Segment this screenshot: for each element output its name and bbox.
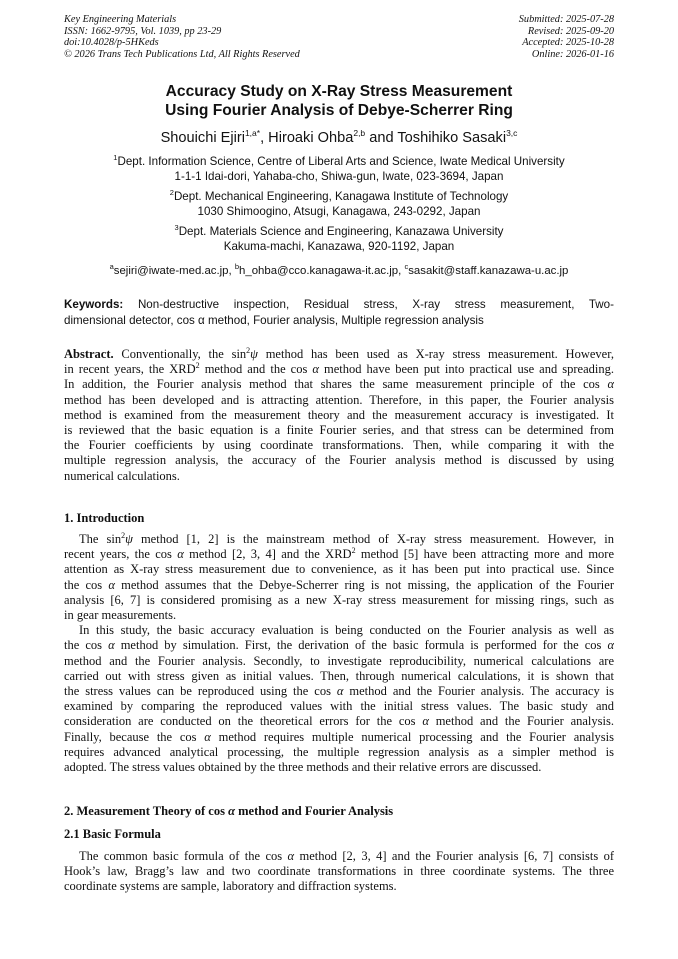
paragraph-line: carried out with stress given as initial values. Then, through numerical calculations, it is shown that — [64, 668, 614, 683]
journal-copyright: © 2026 Trans Tech Publications Ltd, All Rights Reserved — [64, 48, 300, 60]
keywords-line-1: Non-destructive inspection, Residual stress, X-ray stress measurement, Two- — [137, 298, 614, 311]
abstract-line: In addition, the Fourier analysis method that shares the same measurement principle of the cos α — [64, 377, 614, 392]
introduction-body — [64, 532, 614, 775]
affiliation-3 — [30, 220, 648, 255]
paragraph-line: attention as X-ray stress measurement due to convenience, as it has been put into practical use. Since — [64, 562, 614, 577]
abstract-line: numerical calculations. — [64, 468, 180, 483]
title-line-1: Accuracy Study on X-Ray Stress Measurement — [165, 83, 513, 100]
paragraph-line: method and the Fourier analysis. Secondly, to investigate reproducibility, numerical calculations are — [64, 653, 614, 668]
author-list — [30, 124, 648, 147]
paragraph-line: requires advanced analytical processing, the multiple regression analysis as a simpler method is — [64, 744, 614, 759]
email-sup: c — [404, 262, 409, 271]
email-sup: a — [109, 262, 114, 271]
affiliation-address: Kakuma-machi, Kanazawa, 920-1192, Japan — [223, 240, 455, 254]
paragraph-line: analysis [6, 7] is considered promising as a new X-ray stress measurement for missing rings, such as — [64, 592, 614, 607]
author-sup: 1,a* — [244, 128, 261, 138]
affiliation-1 — [30, 150, 648, 185]
abstract-line: is reviewed that the basic equation is a finite Fourier series, and that stress can be determined from — [64, 423, 614, 438]
author-name: Toshihiko Sasaki — [397, 129, 507, 146]
keywords-line-2: dimensional detector, cos α method, Fourier analysis, Multiple regression analysis — [64, 313, 484, 327]
date-online: Online: 2026-01-16 — [531, 48, 614, 60]
keywords-label: Keywords: — [64, 298, 124, 311]
paragraph-line: The common basic formula of the cos α method [2, 3, 4] and the Fourier analysis [6, 7] consists of — [79, 849, 614, 863]
author-name: Hiroaki Ohba — [268, 129, 354, 146]
publication-dates — [519, 14, 614, 60]
paragraph-line: Finally, because the cos α method requires multiple numerical processing and the Fourier analysis — [64, 729, 614, 744]
author-separator: , — [260, 129, 269, 146]
abstract-line: multiple regression analysis, the accuracy of the Fourier analysis method is discussed by using — [64, 453, 614, 468]
paragraph-line: In this study, the basic accuracy evaluation is being conducted on the Fourier analysis as well as — [79, 623, 614, 638]
affiliation-line: Dept. Materials Science and Engineering, Kanazawa University — [178, 224, 504, 238]
paragraph-line: consideration are conducted on the theoretical errors for the cos α method and the Fourier analysis. — [64, 714, 614, 729]
abstract-line: in recent years, the XRD$^2$ method and the cos α method have been put into practical use and spreading. — [64, 362, 614, 377]
affiliation-address: 1030 Shimoogino, Atsugi, Kanagawa, 243-0292, Japan — [197, 205, 481, 219]
journal-info — [64, 14, 300, 60]
paragraph-line: Hook’s law, Bragg’s law and two coordinate transformations in three coordinate systems. The three — [64, 864, 614, 879]
paragraph-line: coordinate systems are sample, laboratory and diffraction systems. — [64, 879, 397, 894]
affiliation-num: 3 — [174, 223, 179, 232]
journal-doi[interactable]: doi:10.4028/p-5HKeds — [64, 37, 159, 49]
paragraph-line: The $\sin^2\psi$ method [1, 2] is the mainstream method of X-ray stress measurement. However, in — [79, 532, 614, 546]
email-separator: , — [398, 264, 405, 277]
email-link[interactable]: sasakit@staff.kanazawa-u.ac.jp — [408, 264, 569, 277]
affiliation-2 — [30, 185, 648, 220]
email-separator: , — [228, 264, 235, 277]
paragraph-line: the stress values can be reproduced using the cos α method and the Fourier analysis. The accuracy is — [64, 684, 614, 699]
email-list — [20, 259, 658, 279]
basic-formula-body — [64, 849, 614, 895]
abstract — [64, 347, 614, 484]
journal-issn: ISSN: 1662-9795, Vol. 1039, pp 23-29 — [64, 25, 222, 37]
email-link[interactable]: h_ohba@cco.kanagawa-it.ac.jp — [239, 264, 399, 277]
paragraph-line: in gear measurements. — [64, 608, 177, 623]
author-name: Shouichi Ejiri — [160, 129, 245, 146]
date-revised: Revised: 2025-09-20 — [527, 25, 614, 37]
author-separator: and — [365, 129, 398, 146]
email-sup: b — [234, 262, 240, 271]
title-line-2: Using Fourier Analysis of Debye-Scherrer Ring — [165, 102, 513, 119]
keywords — [64, 297, 614, 328]
abstract-label: Abstract. — [64, 347, 114, 361]
affiliation-num: 1 — [113, 153, 118, 162]
author-sup: 3,c — [506, 128, 518, 138]
abstract-line: Conventionally, the $\sin^2\psi$ method has been used as X-ray stress measurement. However, — [113, 347, 614, 361]
paper-title — [40, 82, 638, 120]
date-submitted: Submitted: 2025-07-28 — [518, 14, 614, 25]
abstract-line: the Fourier coefficients by using coordinate transformations. Then, while comparing it with the — [64, 438, 614, 453]
journal-name: Key Engineering Materials — [64, 14, 177, 25]
section-heading-introduction: 1. Introduction — [64, 511, 145, 525]
email-link[interactable]: sejiri@iwate-med.ac.jp — [113, 264, 229, 277]
affiliation-address: 1-1-1 Idai-dori, Yahaba-cho, Shiwa-gun, Iwate, 023-3694, Japan — [174, 170, 504, 184]
subsection-heading-basic-formula: 2.1 Basic Formula — [64, 827, 161, 841]
paragraph-line: the cos α method assumes that the Debye-Scherrer ring is not missing, the application of the Fourier — [64, 577, 614, 592]
abstract-line: method is examined from the measurement theory and the measurement accuracy is investigated. It — [64, 407, 614, 422]
abstract-line: method has been developed and is attracting attention. Therefore, in this paper, the Fourier analysis — [64, 392, 614, 407]
paragraph-line: the cos α method by simulation. First, the derivation of the basic formula is performed for the cos α — [64, 638, 614, 653]
affiliation-line: Dept. Information Science, Centre of Liberal Arts and Science, Iwate Medical University — [117, 154, 565, 168]
author-sup: 2,b — [353, 128, 366, 138]
affiliation-line: Dept. Mechanical Engineering, Kanagawa Institute of Technology — [173, 189, 509, 203]
paragraph-line: recent years, the cos α method [2, 3, 4] and the XRD$^2$ method [5] have been attracting more and more — [64, 547, 614, 562]
date-accepted: Accepted: 2025-10-28 — [522, 37, 614, 49]
section-heading-theory: 2. Measurement Theory of cos α method and Fourier Analysis — [64, 804, 394, 818]
paragraph-line: examined by comparing the reproduced values with the initial stress values. The basic study and — [64, 699, 614, 714]
paragraph-line: adopted. The stress values obtained by the three methods and their relative errors are discussed. — [64, 760, 542, 775]
affiliation-num: 2 — [169, 188, 174, 197]
